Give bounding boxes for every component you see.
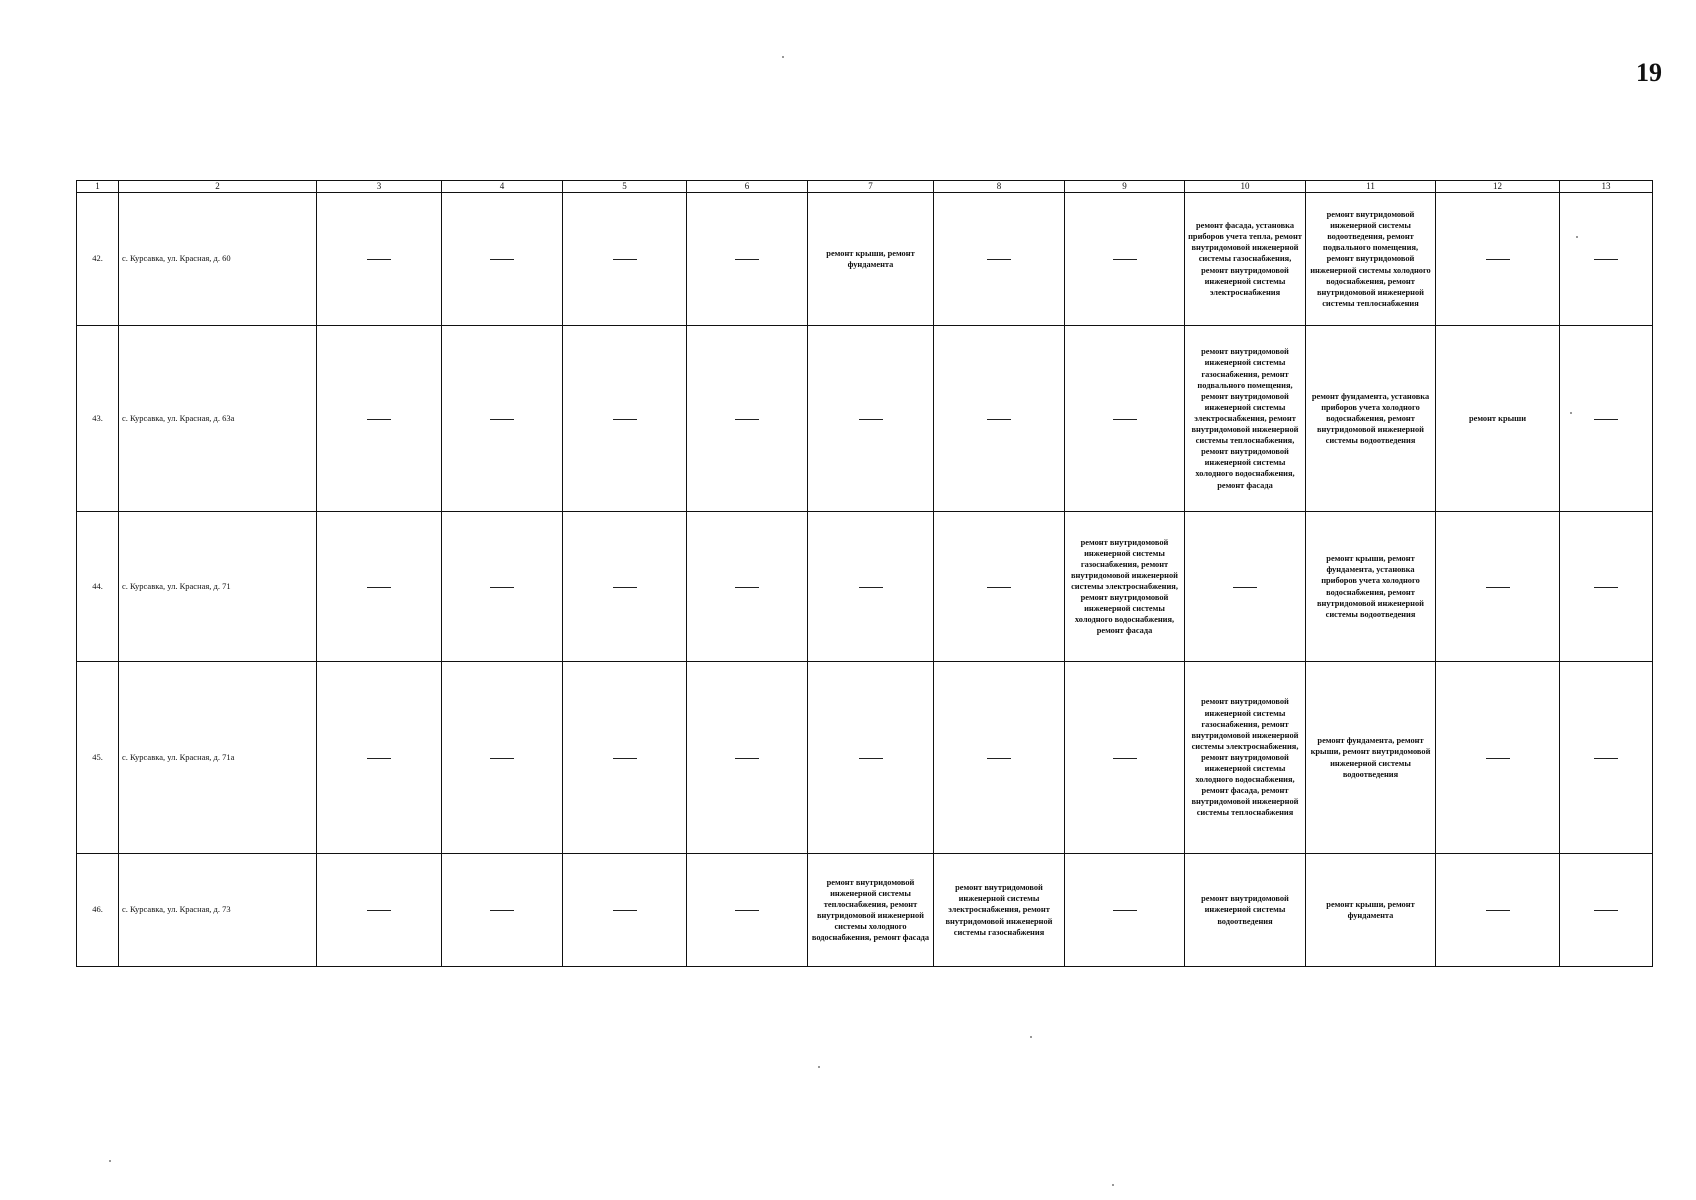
- empty-dash-cell: [317, 854, 442, 967]
- dash-mark: [490, 587, 514, 588]
- empty-dash-cell: [1065, 662, 1185, 854]
- dash-mark: [859, 758, 883, 759]
- empty-dash-cell: [317, 512, 442, 662]
- dash-mark: [1113, 419, 1137, 420]
- work-description-cell: ремонт крыши, ремонт фундамента: [1306, 854, 1436, 967]
- work-description-cell: ремонт внутридомовой инженерной системы газоснабжения, ремонт внутридомовой инженерной системы электроснабжения, ремонт внутридомовой инженерной системы холодного водоснабжения, ремонт фасада, ремонт внутридомовой инженерной системы теплоснабжения: [1185, 662, 1306, 854]
- empty-dash-cell: [442, 326, 563, 512]
- dash-mark: [613, 758, 637, 759]
- empty-dash-cell: [442, 662, 563, 854]
- dash-mark: [987, 587, 1011, 588]
- empty-dash-cell: [1560, 512, 1653, 662]
- dash-mark: [1486, 758, 1510, 759]
- dash-mark: [367, 587, 391, 588]
- column-number-header: 10: [1185, 181, 1306, 193]
- column-number-header: 13: [1560, 181, 1653, 193]
- dash-mark: [1113, 259, 1137, 260]
- dash-mark: [859, 419, 883, 420]
- empty-dash-cell: [1436, 193, 1560, 326]
- column-number-header: 11: [1306, 181, 1436, 193]
- work-description-cell: ремонт крыши, ремонт фундамента: [808, 193, 934, 326]
- address-cell: с. Курсавка, ул. Красная, д. 63а: [119, 326, 317, 512]
- scan-speck: [1030, 1036, 1032, 1038]
- empty-dash-cell: [563, 662, 687, 854]
- empty-dash-cell: [808, 512, 934, 662]
- row-number-cell: 43.: [77, 326, 119, 512]
- dash-mark: [367, 419, 391, 420]
- column-number-header: 3: [317, 181, 442, 193]
- dash-mark: [1113, 758, 1137, 759]
- scan-speck: [818, 1066, 820, 1068]
- dash-mark: [735, 259, 759, 260]
- work-description-cell: ремонт внутридомовой инженерной системы газоснабжения, ремонт внутридомовой инженерной системы электроснабжения, ремонт внутридомовой инженерной системы холодного водоснабжения, ремонт фасада: [1065, 512, 1185, 662]
- dash-mark: [735, 587, 759, 588]
- scan-speck: [1570, 412, 1572, 414]
- empty-dash-cell: [1560, 854, 1653, 967]
- dash-mark: [490, 758, 514, 759]
- column-number-header: 12: [1436, 181, 1560, 193]
- empty-dash-cell: [1436, 854, 1560, 967]
- dash-mark: [1486, 587, 1510, 588]
- dash-mark: [1486, 910, 1510, 911]
- row-number-cell: 42.: [77, 193, 119, 326]
- empty-dash-cell: [1065, 326, 1185, 512]
- empty-dash-cell: [1185, 512, 1306, 662]
- dash-mark: [987, 259, 1011, 260]
- dash-mark: [735, 758, 759, 759]
- scan-speck: [1112, 1184, 1114, 1186]
- scan-speck: [782, 56, 784, 58]
- empty-dash-cell: [317, 326, 442, 512]
- empty-dash-cell: [442, 193, 563, 326]
- dash-mark: [1233, 587, 1257, 588]
- dash-mark: [987, 419, 1011, 420]
- table-body: [77, 181, 1653, 967]
- dash-mark: [1113, 910, 1137, 911]
- row-number-cell: 44.: [77, 512, 119, 662]
- work-description-cell: ремонт фундамента, установка приборов учета холодного водоснабжения, ремонт внутридомовой инженерной системы водоотведения: [1306, 326, 1436, 512]
- dash-mark: [1594, 419, 1618, 420]
- empty-dash-cell: [687, 662, 808, 854]
- row-number-cell: 45.: [77, 662, 119, 854]
- empty-dash-cell: [1560, 193, 1653, 326]
- dash-mark: [613, 419, 637, 420]
- row-number-cell: 46.: [77, 854, 119, 967]
- empty-dash-cell: [687, 512, 808, 662]
- page-number: 19: [1636, 58, 1662, 87]
- empty-dash-cell: [563, 326, 687, 512]
- dash-mark: [490, 910, 514, 911]
- empty-dash-cell: [1065, 193, 1185, 326]
- dash-mark: [1486, 259, 1510, 260]
- empty-dash-cell: [563, 854, 687, 967]
- dash-mark: [490, 419, 514, 420]
- work-description-cell: ремонт внутридомовой инженерной системы теплоснабжения, ремонт внутридомовой инженерной системы холодного водоснабжения, ремонт фасада: [808, 854, 934, 967]
- header-row: [77, 181, 1653, 193]
- address-cell: с. Курсавка, ул. Красная, д. 60: [119, 193, 317, 326]
- table-row: [77, 512, 1653, 662]
- column-number-header: 7: [808, 181, 934, 193]
- empty-dash-cell: [1065, 854, 1185, 967]
- column-number-header: 8: [934, 181, 1065, 193]
- address-cell: с. Курсавка, ул. Красная, д. 73: [119, 854, 317, 967]
- address-cell: с. Курсавка, ул. Красная, д. 71а: [119, 662, 317, 854]
- empty-dash-cell: [687, 326, 808, 512]
- empty-dash-cell: [808, 662, 934, 854]
- address-cell: с. Курсавка, ул. Красная, д. 71: [119, 512, 317, 662]
- dash-mark: [613, 910, 637, 911]
- empty-dash-cell: [317, 193, 442, 326]
- column-number-header: 1: [77, 181, 119, 193]
- dash-mark: [1594, 910, 1618, 911]
- empty-dash-cell: [442, 512, 563, 662]
- column-number-header: 2: [119, 181, 317, 193]
- work-description-cell: ремонт фасада, установка приборов учета тепла, ремонт внутридомовой инженерной системы газоснабжения, ремонт внутридомовой инженерной системы электроснабжения: [1185, 193, 1306, 326]
- empty-dash-cell: [687, 854, 808, 967]
- dash-mark: [490, 259, 514, 260]
- empty-dash-cell: [808, 326, 934, 512]
- dash-mark: [367, 910, 391, 911]
- empty-dash-cell: [563, 512, 687, 662]
- column-number-header: 4: [442, 181, 563, 193]
- empty-dash-cell: [934, 193, 1065, 326]
- work-description-cell: ремонт фундамента, ремонт крыши, ремонт внутридомовой инженерной системы водоотведения: [1306, 662, 1436, 854]
- dash-mark: [613, 587, 637, 588]
- dash-mark: [735, 910, 759, 911]
- empty-dash-cell: [687, 193, 808, 326]
- column-number-header: 6: [687, 181, 808, 193]
- dash-mark: [613, 259, 637, 260]
- table-row: [77, 326, 1653, 512]
- table-row: [77, 854, 1653, 967]
- repair-schedule-table: [76, 180, 1653, 967]
- dash-mark: [1594, 259, 1618, 260]
- empty-dash-cell: [1560, 326, 1653, 512]
- dash-mark: [735, 419, 759, 420]
- dash-mark: [859, 587, 883, 588]
- table-row: [77, 193, 1653, 326]
- scan-speck: [109, 1160, 111, 1162]
- work-description-cell: ремонт внутридомовой инженерной системы водоотведения: [1185, 854, 1306, 967]
- empty-dash-cell: [1436, 662, 1560, 854]
- scan-speck: [1576, 236, 1578, 238]
- empty-dash-cell: [317, 662, 442, 854]
- empty-dash-cell: [1436, 512, 1560, 662]
- work-description-cell: ремонт крыши, ремонт фундамента, установка приборов учета холодного водоснабжения, ремонт внутридомовой инженерной системы водоотведения: [1306, 512, 1436, 662]
- dash-mark: [987, 758, 1011, 759]
- work-description-cell: ремонт крыши: [1436, 326, 1560, 512]
- dash-mark: [1594, 587, 1618, 588]
- dash-mark: [367, 259, 391, 260]
- empty-dash-cell: [934, 326, 1065, 512]
- empty-dash-cell: [563, 193, 687, 326]
- column-number-header: 5: [563, 181, 687, 193]
- empty-dash-cell: [934, 662, 1065, 854]
- empty-dash-cell: [934, 512, 1065, 662]
- empty-dash-cell: [442, 854, 563, 967]
- work-description-cell: ремонт внутридомовой инженерной системы газоснабжения, ремонт подвального помещения, ремонт внутридомовой инженерной системы электроснабжения, ремонт внутридомовой инженерной системы теплоснабжения, ремонт внутридомовой инженерной системы холодного водоснабжения, ремонт фасада: [1185, 326, 1306, 512]
- work-description-cell: ремонт внутридомовой инженерной системы электроснабжения, ремонт внутридомовой инженерной системы газоснабжения: [934, 854, 1065, 967]
- empty-dash-cell: [1560, 662, 1653, 854]
- table-row: [77, 662, 1653, 854]
- column-number-header: 9: [1065, 181, 1185, 193]
- dash-mark: [1594, 758, 1618, 759]
- work-description-cell: ремонт внутридомовой инженерной системы водоотведения, ремонт подвального помещения, ремонт внутридомовой инженерной системы холодного водоснабжения, ремонт внутридомовой инженерной системы теплоснабжения: [1306, 193, 1436, 326]
- dash-mark: [367, 758, 391, 759]
